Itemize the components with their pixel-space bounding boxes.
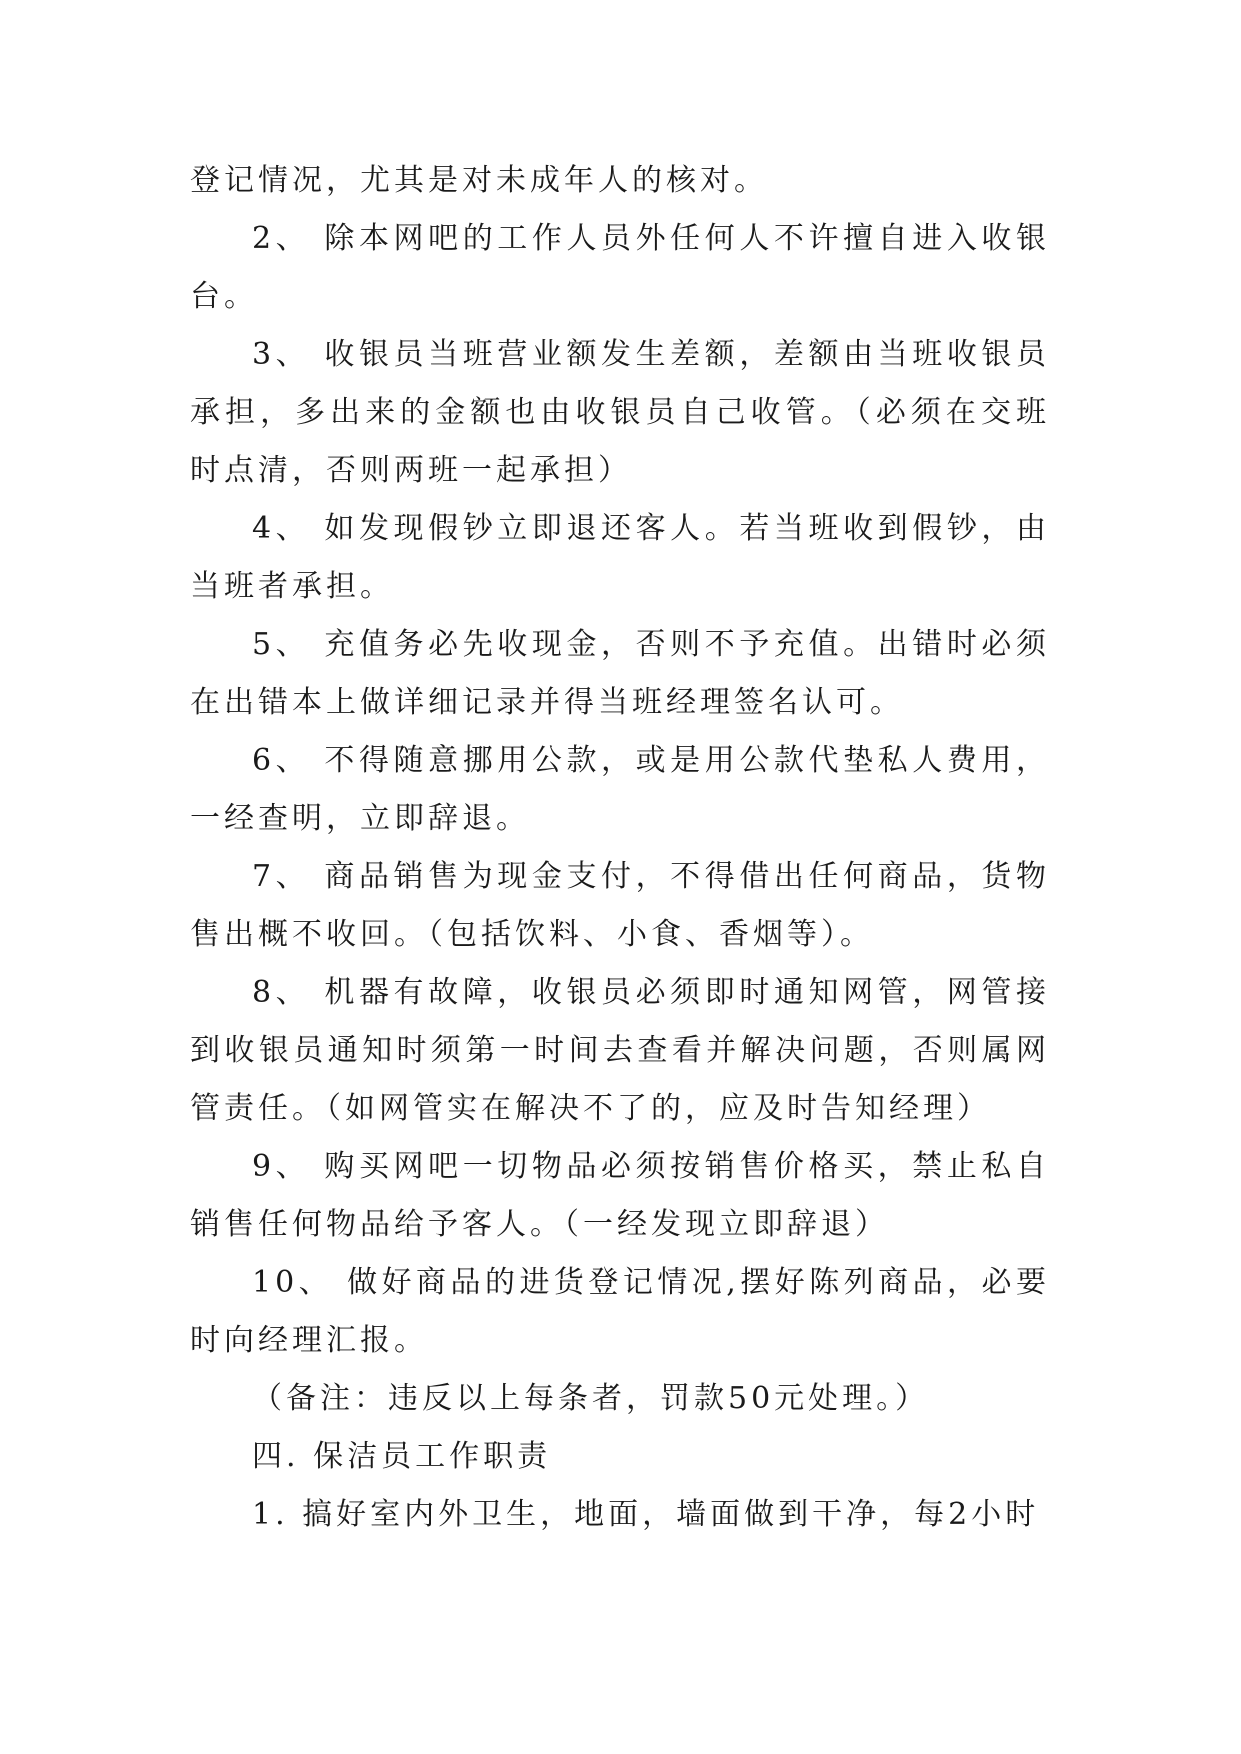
rule-item-10: 10、 做好商品的进货登记情况,摆好陈列商品，必要时向经理汇报。 bbox=[190, 1265, 1050, 1358]
rule-item-4: 4、 如发现假钞立即退还客人。若当班收到假钞，由当班者承担。 bbox=[190, 511, 1050, 604]
cleaner-duty-item-1: 1. 搞好室内外卫生，地面，墙面做到干净，每2小时 bbox=[252, 1497, 1040, 1532]
rule-item-8: 8、 机器有故障，收银员必须即时通知网管，网管接到收银员通知时须第一时间去查看并解决问题，否则属网管责任。（如网管实在解决不了的，应及时告知经理） bbox=[190, 975, 1050, 1126]
paragraph-continuation: 登记情况，尤其是对未成年人的核对。 bbox=[190, 163, 768, 198]
rule-item-9: 9、 购买网吧一切物品必须按销售价格买，禁止私自销售任何物品给予客人。（一经发现立即辞退） bbox=[190, 1149, 1050, 1242]
rule-item-5: 5、 充值务必先收现金，否则不予充值。出错时必须在出错本上做详细记录并得当班经理签名认可。 bbox=[190, 627, 1050, 720]
section-heading: 四. 保洁员工作职责 bbox=[252, 1439, 552, 1474]
rule-item-6: 6、 不得随意挪用公款，或是用公款代垫私人费用，一经查明，立即辞退。 bbox=[190, 743, 1050, 836]
rule-item-3: 3、 收银员当班营业额发生差额，差额由当班收银员承担，多出来的金额也由收银员自己收管。（必须在交班时点清，否则两班一起承担） bbox=[190, 337, 1050, 488]
document-body bbox=[190, 152, 1050, 1544]
rule-item-7: 7、 商品销售为现金支付，不得借出任何商品，货物售出概不收回。（包括饮料、小食、香烟等）。 bbox=[190, 859, 1050, 952]
remark-note: （备注：违反以上每条者，罚款50元处理。） bbox=[252, 1381, 930, 1416]
rule-item-2: 2、 除本网吧的工作人员外任何人不许擅自进入收银台。 bbox=[190, 221, 1050, 314]
